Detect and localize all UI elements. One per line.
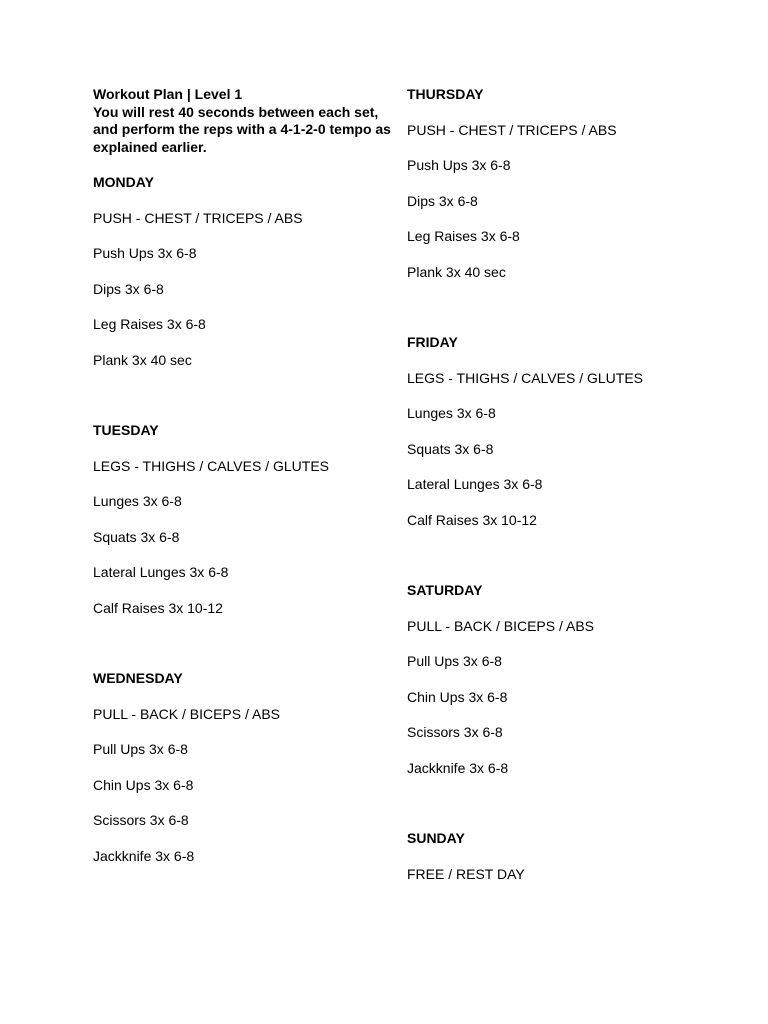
- exercise-item: Push Ups 3x 6-8: [93, 245, 197, 261]
- day-block-friday: [407, 334, 707, 529]
- day-heading-saturday: SATURDAY: [407, 582, 483, 598]
- day-block-saturday: [407, 582, 707, 777]
- exercise-item: Plank 3x 40 sec: [407, 263, 506, 280]
- exercise-item: Plank 3x 40 sec: [93, 351, 192, 368]
- day-block-tuesday: [93, 422, 393, 617]
- spacer: [407, 547, 707, 582]
- day-focus-wednesday: PULL - BACK / BICEPS / ABS: [93, 705, 280, 722]
- day-block-thursday: [407, 86, 707, 281]
- day-heading-tuesday: TUESDAY: [93, 422, 159, 438]
- exercise-item: Lunges 3x 6-8: [93, 493, 182, 509]
- exercise-item: Chin Ups 3x 6-8: [407, 688, 508, 705]
- spacer: [407, 795, 707, 830]
- exercise-item: Lunges 3x 6-8: [407, 405, 496, 421]
- exercise-item: Dips 3x 6-8: [93, 280, 164, 297]
- spacer: [93, 387, 393, 422]
- exercise-item: Push Ups 3x 6-8: [407, 157, 511, 173]
- exercise-item: Chin Ups 3x 6-8: [93, 776, 194, 793]
- exercise-item: Jackknife 3x 6-8: [93, 847, 195, 864]
- exercise-item: Calf Raises 3x 10-12: [93, 599, 223, 616]
- exercise-item: Dips 3x 6-8: [407, 192, 478, 209]
- day-block-wednesday: [93, 670, 393, 865]
- exercise-item: Scissors 3x 6-8: [407, 724, 503, 740]
- plan-title: Workout Plan | Level 1: [93, 86, 243, 102]
- day-heading-friday: FRIDAY: [407, 334, 458, 350]
- exercise-item: Squats 3x 6-8: [93, 528, 180, 545]
- exercise-item: Jackknife 3x 6-8: [407, 759, 509, 776]
- right-column: [407, 86, 707, 901]
- day-heading-sunday: SUNDAY: [407, 830, 465, 846]
- exercise-item: Pull Ups 3x 6-8: [407, 653, 502, 669]
- day-focus-friday: LEGS - THIGHS / CALVES / GLUTES: [407, 369, 643, 386]
- day-heading-monday: MONDAY: [93, 174, 154, 190]
- left-column: [93, 86, 393, 883]
- day-block-sunday: [407, 830, 707, 883]
- exercise-item: Leg Raises 3x 6-8: [407, 228, 520, 244]
- day-focus-tuesday: LEGS - THIGHS / CALVES / GLUTES: [93, 457, 329, 474]
- day-heading-thursday: THURSDAY: [407, 86, 484, 102]
- exercise-item: Pull Ups 3x 6-8: [93, 741, 188, 757]
- exercise-item: Squats 3x 6-8: [407, 440, 494, 457]
- spacer: [407, 299, 707, 334]
- plan-instructions: You will rest 40 seconds between each set, and perform the reps with a 4-1-2-0 tempo as explained earlier.: [93, 103, 391, 155]
- exercise-item: Leg Raises 3x 6-8: [93, 316, 206, 332]
- day-heading-wednesday: WEDNESDAY: [93, 670, 183, 686]
- day-block-monday: [93, 174, 393, 369]
- exercise-item: Lateral Lunges 3x 6-8: [93, 564, 229, 580]
- spacer: [93, 635, 393, 670]
- exercise-item: Lateral Lunges 3x 6-8: [407, 476, 543, 492]
- day-focus-thursday: PUSH - CHEST / TRICEPS / ABS: [407, 121, 617, 138]
- exercise-item: Calf Raises 3x 10-12: [407, 511, 537, 528]
- day-focus-saturday: PULL - BACK / BICEPS / ABS: [407, 617, 594, 634]
- exercise-item: Scissors 3x 6-8: [93, 812, 189, 828]
- day-focus-sunday: FREE / REST DAY: [407, 865, 525, 882]
- day-focus-monday: PUSH - CHEST / TRICEPS / ABS: [93, 209, 303, 226]
